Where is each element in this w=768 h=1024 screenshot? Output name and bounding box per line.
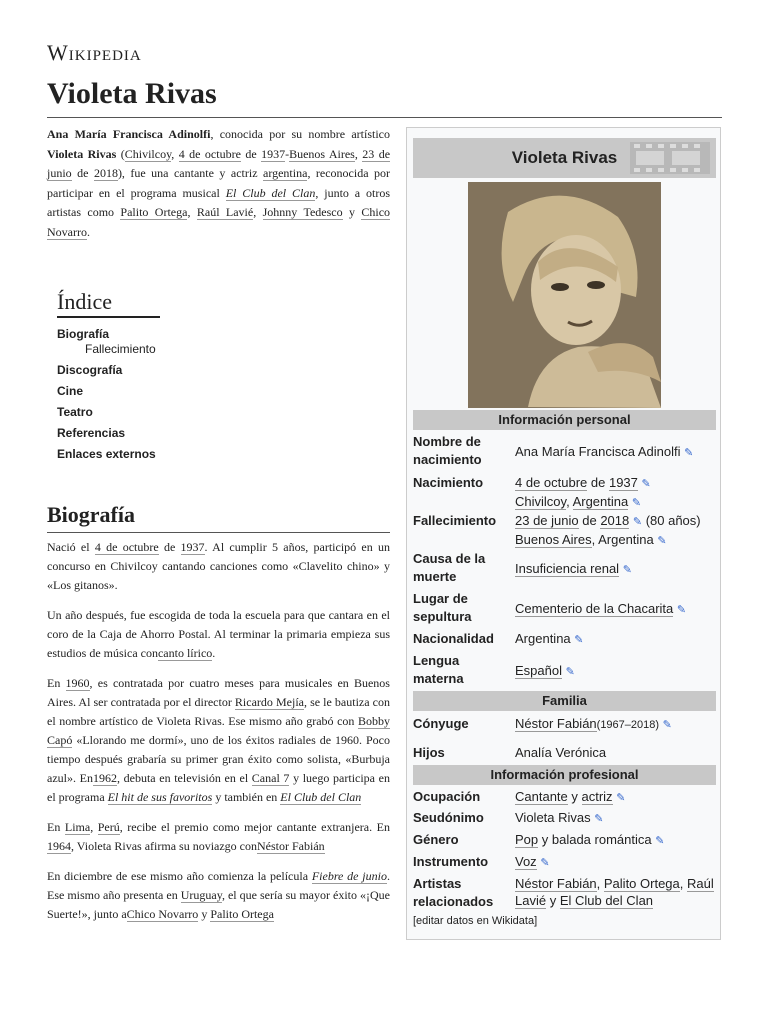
row-artistas-relacionados	[413, 875, 716, 913]
link-lima[interactable]: Lima	[64, 820, 91, 834]
section-divider	[47, 532, 390, 533]
link-raul-lavie[interactable]: Raúl Lavié	[196, 205, 254, 219]
value-causa-muerte	[515, 560, 715, 579]
pencil-icon[interactable]: ✎	[565, 666, 575, 678]
value-lengua-materna	[515, 662, 715, 681]
value-fallecimiento: 23 de junio de 2018 ✎ (80 años) Buenos Aires, Argentina ✎	[515, 513, 701, 547]
link-nestor-fabian[interactable]: Néstor Fabián	[515, 716, 597, 731]
row-genero	[413, 831, 716, 851]
label-genero: Género	[413, 832, 459, 847]
pencil-icon[interactable]: ✎	[662, 719, 672, 731]
label-conyuge: Cónyuge	[413, 716, 469, 731]
value-lugar-sepultura	[515, 600, 715, 619]
bio-paragraph: Nació el 4 de octubre de 1937. Al cumplir 5 años, participó en un concurso en Chivilcoy cantando canciones como «Clavelito chino» y «Los gitanos».	[47, 540, 391, 592]
row-instrumento	[413, 853, 716, 873]
link-fiebre-de-junio[interactable]: Fiebre de junio	[311, 869, 387, 883]
pencil-icon[interactable]: ✎	[657, 535, 667, 547]
link-1937[interactable]: 1937	[261, 146, 286, 161]
link-canal-7[interactable]: Canal 7	[251, 771, 290, 785]
infobox	[406, 127, 721, 940]
value-artistas-relacionados: Néstor Fabián, Palito Ortega, Raúl Lavié y El Club del Clan	[515, 876, 714, 908]
link-chico-novarro[interactable]: Chico Novarro	[126, 907, 199, 921]
biography-text	[47, 538, 390, 935]
link-argentina[interactable]: Argentina	[572, 494, 629, 509]
pencil-icon[interactable]: ✎	[540, 857, 550, 869]
bio-paragraph: En diciembre de ese mismo año comienza la película Fiebre de junio. Ese mismo año presenta en Uruguay, el que sería su mayor éxito «¡Que Suerte!», junto aChico Novarro y Palito Ortega	[47, 869, 390, 921]
infobox-title: Violeta Rivas	[511, 148, 618, 167]
link-pop[interactable]: Pop	[515, 832, 539, 847]
link-chivilcoy[interactable]: Chivilcoy	[515, 494, 567, 509]
label-instrumento: Instrumento	[413, 854, 489, 869]
value-seudonimo: Violeta Rivas ✎	[515, 810, 604, 825]
link-el-hit-de-sus-favoritos[interactable]: El hit de sus favoritos	[107, 790, 213, 804]
toc-item-referencias[interactable]: Referencias	[57, 426, 126, 440]
value-nacimiento: 4 de octubre de 1937 ✎ Chivilcoy, Argentina ✎	[515, 475, 651, 509]
section-heading-biografia: Biografía	[47, 502, 135, 527]
row-lengua-materna	[413, 652, 716, 690]
pencil-icon[interactable]: ✎	[641, 478, 651, 490]
link-4-octubre[interactable]: 4 de octubre	[178, 146, 241, 161]
page-title: Violeta Rivas	[47, 77, 217, 110]
row-causa-muerte	[413, 550, 716, 588]
label-causa-muerte: Causa de la muerte	[413, 551, 486, 584]
link-actriz[interactable]: actriz	[581, 789, 613, 804]
value-nombre-nacimiento: Ana María Francisca Adinolfi ✎	[515, 444, 694, 459]
toc-item-enlaces-externos[interactable]: Enlaces externos	[57, 447, 156, 461]
link-argentina[interactable]: argentina	[263, 166, 308, 180]
link-raul-lavie[interactable]: Raúl Lavié	[515, 876, 714, 908]
link-insuficiencia-renal[interactable]: Insuficiencia renal	[515, 561, 620, 576]
birth-name: Ana María Francisca Adinolfi	[47, 127, 211, 141]
row-nacimiento	[413, 474, 716, 510]
pencil-icon[interactable]: ✎	[632, 516, 643, 528]
link-cantante[interactable]: Cantante	[515, 789, 568, 804]
value-instrumento	[515, 853, 715, 872]
link-4-octubre[interactable]: 4 de octubre	[94, 540, 159, 554]
value-conyuge: Néstor Fabián(1967–2018) ✎	[515, 716, 672, 731]
row-lugar-sepultura	[413, 590, 716, 628]
toc-item-cine[interactable]: Cine	[57, 384, 84, 398]
toc-item-discografia[interactable]: Discografía	[57, 363, 123, 377]
label-fallecimiento: Fallecimiento	[413, 513, 497, 528]
toc-item-teatro[interactable]: Teatro	[57, 405, 93, 419]
row-fallecimiento	[413, 512, 716, 548]
link-ricardo-mejia[interactable]: Ricardo Mejía	[234, 695, 304, 709]
link-voz[interactable]: Voz	[515, 854, 537, 869]
label-nombre-nacimiento: Nombre de nacimiento	[413, 434, 482, 467]
label-nacimiento: Nacimiento	[413, 475, 484, 490]
section-informacion-profesional: Información profesional	[413, 765, 716, 785]
link-cementerio-chacarita[interactable]: Cementerio de la Chacarita	[515, 601, 674, 616]
link-el-club-del-clan[interactable]: El Club del Clan	[280, 790, 362, 804]
row-ocupacion	[413, 788, 716, 808]
label-seudonimo: Seudónimo	[413, 810, 484, 825]
stage-name: Violeta Rivas	[47, 146, 117, 161]
label-nacionalidad: Nacionalidad	[413, 631, 494, 646]
link-johnny-tedesco[interactable]: Johnny Tedesco	[262, 205, 343, 219]
label-lengua-materna: Lengua materna	[413, 653, 464, 686]
pencil-icon[interactable]: ✎	[684, 447, 694, 459]
pencil-icon[interactable]: ✎	[594, 813, 604, 825]
value-nacionalidad: Argentina ✎	[515, 631, 584, 646]
link-bobby-capo[interactable]: Bobby Capó	[47, 714, 390, 747]
label-ocupacion: Ocupación	[413, 789, 481, 804]
link-23-junio[interactable]: 23 de junio	[47, 146, 391, 180]
link-palito-ortega[interactable]: Palito Ortega	[210, 907, 274, 921]
link-peru[interactable]: Perú	[97, 820, 120, 834]
link-1937[interactable]: 1937	[608, 475, 638, 490]
pencil-icon[interactable]: ✎	[676, 604, 687, 616]
link-chico-novarro[interactable]: Chico Novarro	[47, 205, 391, 239]
bio-paragraph: En Lima, Perú, recibe el premio como mejor cantante extranjera. En 1964, Violeta Rivas afirma su noviazgo conNéstor Fabián	[47, 820, 390, 853]
link-palito-ortega[interactable]: Palito Ortega	[120, 205, 188, 219]
bio-paragraph: Un año después, fue escogida de toda la escuela para que cantara en el coro de la Caja de Ahorro Postal. Al terminar la primaria empieza sus estudios de música concanto lírico.	[47, 608, 390, 660]
pencil-icon[interactable]: ✎	[574, 634, 584, 646]
link-buenos-aires[interactable]: Buenos Aires	[289, 146, 355, 161]
link-1964[interactable]: 1964	[47, 839, 71, 853]
portrait-photo[interactable]	[468, 182, 661, 408]
film-strip-icon	[630, 142, 710, 174]
intro-paragraph: Ana María Francisca Adinolfi, conocida por su nombre artístico Violeta Rivas (Chivilcoy, 4 de octubre de 1937-Buenos Aires, 23 de junio de 2018), fue una cantante y actriz argentina, reconocida por participar en el programa musical El Club del Clan, junto a otros artistas como Palito Ortega, Raúl Lavié, Johnny Tedesco y Chico Novarro.	[47, 127, 391, 239]
pencil-icon[interactable]: ✎	[622, 564, 632, 576]
link-1937[interactable]: 1937	[180, 540, 205, 554]
link-palito-ortega[interactable]: Palito Ortega	[603, 876, 680, 891]
value-ocupacion: Cantante y actriz ✎	[515, 789, 626, 804]
value-hijos: Analía Verónica	[515, 745, 607, 760]
pencil-icon[interactable]: ✎	[655, 835, 665, 847]
table-of-contents	[57, 289, 160, 467]
title-divider	[47, 117, 722, 118]
pencil-icon[interactable]: ✎	[616, 792, 626, 804]
toc-title: Índice	[57, 289, 160, 318]
label-artistas-relacionados: Artistas relacionados	[413, 876, 494, 909]
link-1962[interactable]: 1962	[92, 771, 117, 785]
value-genero: Pop y balada romántica ✎	[515, 832, 665, 847]
bio-paragraph: En 1960, es contratada por cuatro meses para musicales en Buenos Aires. Al ser contratada por el director Ricardo Mejía, se le bautiza con el nombre artístico de Violeta Rivas. Ese mismo año grabó con Bobby Capó «Llorando me dormí», uno de los éxitos radiales de 1960. Poco tiempo después grabaría su primer gran éxito como solista, «Burbuja azul». En1962, debuta en televisión en el Canal 7 y luego participa en el programa El hit de sus favoritos y también en El Club del Clan	[47, 676, 390, 804]
label-hijos: Hijos	[413, 745, 445, 760]
row-seudonimo	[413, 809, 716, 829]
row-conyuge	[413, 715, 716, 741]
link-chivilcoy[interactable]: Chivilcoy	[124, 146, 172, 161]
row-nombre-nacimiento	[413, 433, 716, 471]
wikipedia-logo[interactable]: Wikipedia	[47, 40, 142, 65]
link-2018[interactable]: 2018	[93, 166, 118, 180]
edit-wikidata-link[interactable]: [editar datos en Wikidata]	[413, 915, 538, 927]
link-canto-lirico[interactable]: canto lírico	[157, 646, 213, 660]
pencil-icon[interactable]: ✎	[631, 497, 642, 509]
label-lugar-sepultura: Lugar de sepultura	[413, 591, 472, 624]
link-nestor-fabian[interactable]: Néstor Fabián	[257, 839, 325, 853]
link-1960[interactable]: 1960	[65, 676, 90, 690]
toc-item-biografia[interactable]: Biografía	[57, 327, 110, 341]
link-2018[interactable]: 2018	[600, 513, 630, 528]
toc-list	[57, 326, 160, 467]
link-buenos-aires[interactable]: Buenos Aires	[515, 532, 592, 547]
link-espanol[interactable]: Español	[515, 663, 562, 678]
link-el-club-del-clan[interactable]: El Club del Clan	[559, 893, 654, 908]
section-familia: Familia	[413, 691, 716, 711]
link-23-junio[interactable]: 23 de junio	[515, 513, 579, 528]
row-nacionalidad	[413, 630, 716, 650]
link-nestor-fabian[interactable]: Néstor Fabián	[515, 876, 597, 891]
section-informacion-personal: Información personal	[413, 410, 716, 430]
link-uruguay[interactable]: Uruguay	[180, 888, 222, 902]
link-4-octubre[interactable]: 4 de octubre	[515, 475, 588, 490]
infobox-header	[413, 138, 716, 178]
row-hijos	[413, 744, 716, 764]
link-el-club-del-clan[interactable]: El Club del Clan	[225, 185, 316, 200]
toc-item-fallecimiento[interactable]: Fallecimiento	[85, 342, 156, 356]
